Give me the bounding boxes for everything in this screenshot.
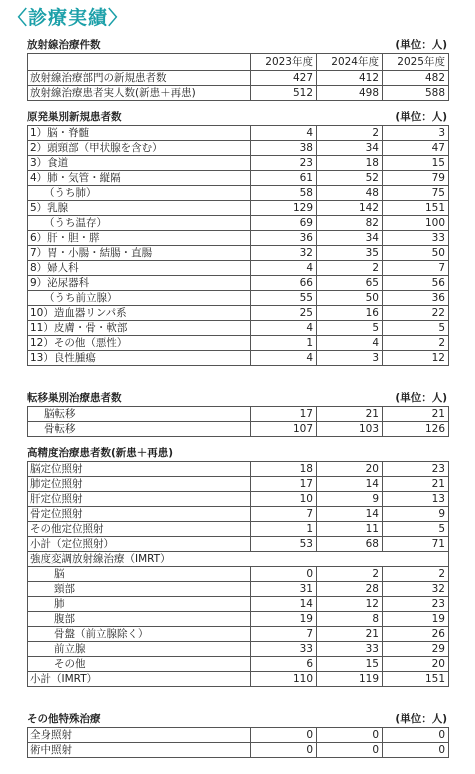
value-cell: 3 xyxy=(317,351,383,366)
value-cell: 7 xyxy=(251,627,317,642)
value-cell: 151 xyxy=(383,201,449,216)
row-label: 肺定位照射 xyxy=(28,477,251,492)
table-row xyxy=(28,582,449,597)
value-cell: 66 xyxy=(251,276,317,291)
table-row xyxy=(28,597,449,612)
table-row xyxy=(28,507,449,522)
row-label: 11）皮膚・骨・軟部 xyxy=(28,321,251,336)
value-cell: 25 xyxy=(251,306,317,321)
table-row xyxy=(28,126,449,141)
value-cell: 17 xyxy=(251,477,317,492)
row-label: 術中照射 xyxy=(28,743,251,758)
row-label: 骨定位照射 xyxy=(28,507,251,522)
value-cell: 20 xyxy=(383,657,449,672)
row-label: 放射線治療部門の新規患者数 xyxy=(28,71,251,86)
value-cell: 58 xyxy=(251,186,317,201)
value-cell: 23 xyxy=(251,156,317,171)
row-label: 小計（IMRT） xyxy=(28,672,251,687)
row-label: 骨盤（前立腺除く） xyxy=(28,627,251,642)
value-cell: 47 xyxy=(383,141,449,156)
value-cell: 0 xyxy=(317,728,383,743)
value-cell: 82 xyxy=(317,216,383,231)
unit-label: (単位：人) xyxy=(395,392,447,404)
value-cell: 0 xyxy=(383,743,449,758)
value-cell: 21 xyxy=(317,627,383,642)
section-special xyxy=(27,712,449,758)
value-cell: 38 xyxy=(251,141,317,156)
value-cell: 33 xyxy=(383,231,449,246)
value-cell: 33 xyxy=(317,642,383,657)
treatment-counts-table xyxy=(27,53,449,101)
value-cell: 19 xyxy=(251,612,317,627)
row-label: 前立腺 xyxy=(28,642,251,657)
value-cell: 26 xyxy=(383,627,449,642)
row-label: （うち前立腺） xyxy=(28,291,251,306)
value-cell: 4 xyxy=(317,336,383,351)
value-cell: 12 xyxy=(383,351,449,366)
section-heading: その他特殊治療 xyxy=(27,713,101,725)
value-cell: 5 xyxy=(383,522,449,537)
value-cell: 61 xyxy=(251,171,317,186)
row-label: 頸部 xyxy=(28,582,251,597)
value-cell: 3 xyxy=(383,126,449,141)
value-cell: 15 xyxy=(317,657,383,672)
value-cell: 56 xyxy=(383,276,449,291)
value-cell: 482 xyxy=(383,71,449,86)
value-cell: 2 xyxy=(383,567,449,582)
table-row xyxy=(28,306,449,321)
row-label: 3）食道 xyxy=(28,156,251,171)
value-cell: 4 xyxy=(251,261,317,276)
value-cell: 14 xyxy=(317,477,383,492)
value-cell: 32 xyxy=(383,582,449,597)
value-cell: 110 xyxy=(251,672,317,687)
value-cell: 21 xyxy=(317,407,383,422)
row-label: 7）胃・小腸・結腸・直腸 xyxy=(28,246,251,261)
section-heading: 高精度治療患者数(新患＋再患) xyxy=(27,447,174,459)
table-row xyxy=(28,261,449,276)
row-label: その他定位照射 xyxy=(28,522,251,537)
row-label: 9）泌尿器科 xyxy=(28,276,251,291)
table-row xyxy=(28,627,449,642)
value-cell: 0 xyxy=(317,743,383,758)
value-cell: 48 xyxy=(317,186,383,201)
row-label: 6）肝・胆・膵 xyxy=(28,231,251,246)
row-label: 腹部 xyxy=(28,612,251,627)
row-label: （うち肺） xyxy=(28,186,251,201)
section-metastasis xyxy=(27,391,449,437)
value-cell: 23 xyxy=(383,462,449,477)
value-cell: 4 xyxy=(251,321,317,336)
blank-header-cell xyxy=(28,54,251,71)
table-row xyxy=(28,216,449,231)
value-cell: 50 xyxy=(317,291,383,306)
value-cell: 18 xyxy=(317,156,383,171)
subheader-row xyxy=(28,552,449,567)
section-heading: 原発巣別新規患者数 xyxy=(27,111,122,123)
table-row xyxy=(28,336,449,351)
value-cell: 79 xyxy=(383,171,449,186)
value-cell: 6 xyxy=(251,657,317,672)
value-cell: 75 xyxy=(383,186,449,201)
table-row xyxy=(28,492,449,507)
table-row xyxy=(28,462,449,477)
value-cell: 21 xyxy=(383,477,449,492)
value-cell: 9 xyxy=(317,492,383,507)
value-cell: 18 xyxy=(251,462,317,477)
value-cell: 14 xyxy=(251,597,317,612)
value-cell: 10 xyxy=(251,492,317,507)
table-row xyxy=(28,728,449,743)
table-row xyxy=(28,291,449,306)
value-cell: 0 xyxy=(251,743,317,758)
value-cell: 23 xyxy=(383,597,449,612)
value-cell: 8 xyxy=(317,612,383,627)
value-cell: 11 xyxy=(317,522,383,537)
table-row xyxy=(28,71,449,86)
section-heading: 転移巣別治療患者数 xyxy=(27,392,122,404)
value-cell: 69 xyxy=(251,216,317,231)
value-cell: 498 xyxy=(317,86,383,101)
value-cell: 32 xyxy=(251,246,317,261)
page-title: 〈診療実績〉 xyxy=(8,7,129,29)
value-cell: 13 xyxy=(383,492,449,507)
row-label: 1）脳・脊髄 xyxy=(28,126,251,141)
row-label: 13）良性腫瘍 xyxy=(28,351,251,366)
table-row xyxy=(28,156,449,171)
value-cell: 588 xyxy=(383,86,449,101)
value-cell: 5 xyxy=(317,321,383,336)
row-label: 脳転移 xyxy=(28,407,251,422)
subheader-label: 強度変調放射線治療（IMRT） xyxy=(28,552,449,567)
section-treatment-counts xyxy=(27,38,449,101)
value-cell: 4 xyxy=(251,126,317,141)
row-label: 肺 xyxy=(28,597,251,612)
value-cell: 100 xyxy=(383,216,449,231)
value-cell: 36 xyxy=(383,291,449,306)
row-label: 10）造血器リンパ系 xyxy=(28,306,251,321)
row-label: 2）頭頸部（甲状腺を含む） xyxy=(28,141,251,156)
value-cell: 55 xyxy=(251,291,317,306)
section-primary-site xyxy=(27,110,449,366)
table-row xyxy=(28,612,449,627)
value-cell: 2 xyxy=(383,336,449,351)
value-cell: 126 xyxy=(383,422,449,437)
value-cell: 107 xyxy=(251,422,317,437)
section-heading: 放射線治療件数 xyxy=(27,39,101,51)
year-header: 2024年度 xyxy=(317,54,383,71)
value-cell: 1 xyxy=(251,522,317,537)
value-cell: 68 xyxy=(317,537,383,552)
primary-site-table xyxy=(27,125,449,366)
value-cell: 36 xyxy=(251,231,317,246)
value-cell: 2 xyxy=(317,126,383,141)
value-cell: 34 xyxy=(317,141,383,156)
value-cell: 412 xyxy=(317,71,383,86)
value-cell: 17 xyxy=(251,407,317,422)
row-label: 全身照射 xyxy=(28,728,251,743)
table-row xyxy=(28,477,449,492)
value-cell: 14 xyxy=(317,507,383,522)
table-row xyxy=(28,321,449,336)
high-precision-table xyxy=(27,461,449,687)
table-row xyxy=(28,141,449,156)
value-cell: 4 xyxy=(251,351,317,366)
value-cell: 129 xyxy=(251,201,317,216)
table-row xyxy=(28,276,449,291)
unit-label: (単位：人) xyxy=(395,713,447,725)
value-cell: 31 xyxy=(251,582,317,597)
year-header-row xyxy=(28,54,449,71)
row-label: 8）婦人科 xyxy=(28,261,251,276)
table-row xyxy=(28,743,449,758)
table-row xyxy=(28,567,449,582)
value-cell: 53 xyxy=(251,537,317,552)
row-label: その他 xyxy=(28,657,251,672)
table-row xyxy=(28,407,449,422)
value-cell: 29 xyxy=(383,642,449,657)
table-row xyxy=(28,351,449,366)
table-row xyxy=(28,231,449,246)
year-header: 2025年度 xyxy=(383,54,449,71)
value-cell: 0 xyxy=(251,567,317,582)
value-cell: 119 xyxy=(317,672,383,687)
metastasis-table xyxy=(27,406,449,437)
year-header: 2023年度 xyxy=(251,54,317,71)
row-label: 放射線治療患者実人数(新患＋再患) xyxy=(28,86,251,101)
value-cell: 2 xyxy=(317,567,383,582)
value-cell: 0 xyxy=(383,728,449,743)
value-cell: 7 xyxy=(383,261,449,276)
table-row xyxy=(28,422,449,437)
row-label: 脳 xyxy=(28,567,251,582)
row-label: 脳定位照射 xyxy=(28,462,251,477)
table-row xyxy=(28,522,449,537)
value-cell: 22 xyxy=(383,306,449,321)
row-label: 4）肺・気管・縦隔 xyxy=(28,171,251,186)
value-cell: 16 xyxy=(317,306,383,321)
special-treatment-table xyxy=(27,727,449,758)
row-label: 12）その他（悪性） xyxy=(28,336,251,351)
value-cell: 103 xyxy=(317,422,383,437)
value-cell: 151 xyxy=(383,672,449,687)
value-cell: 0 xyxy=(251,728,317,743)
table-row xyxy=(28,246,449,261)
value-cell: 50 xyxy=(383,246,449,261)
table-row xyxy=(28,171,449,186)
value-cell: 142 xyxy=(317,201,383,216)
value-cell: 512 xyxy=(251,86,317,101)
value-cell: 12 xyxy=(317,597,383,612)
value-cell: 9 xyxy=(383,507,449,522)
row-label: （うち温存） xyxy=(28,216,251,231)
value-cell: 427 xyxy=(251,71,317,86)
table-row xyxy=(28,201,449,216)
row-label: 小計（定位照射） xyxy=(28,537,251,552)
value-cell: 19 xyxy=(383,612,449,627)
table-row xyxy=(28,186,449,201)
table-row xyxy=(28,642,449,657)
value-cell: 52 xyxy=(317,171,383,186)
row-label: 骨転移 xyxy=(28,422,251,437)
unit-label: (単位：人) xyxy=(395,39,447,51)
section-high-precision xyxy=(27,446,449,687)
value-cell: 34 xyxy=(317,231,383,246)
value-cell: 5 xyxy=(383,321,449,336)
value-cell: 71 xyxy=(383,537,449,552)
row-label: 肝定位照射 xyxy=(28,492,251,507)
value-cell: 35 xyxy=(317,246,383,261)
table-row xyxy=(28,672,449,687)
value-cell: 21 xyxy=(383,407,449,422)
row-label: 5）乳腺 xyxy=(28,201,251,216)
value-cell: 65 xyxy=(317,276,383,291)
table-row xyxy=(28,537,449,552)
value-cell: 15 xyxy=(383,156,449,171)
value-cell: 2 xyxy=(317,261,383,276)
value-cell: 1 xyxy=(251,336,317,351)
unit-label: (単位：人) xyxy=(395,111,447,123)
value-cell: 33 xyxy=(251,642,317,657)
value-cell: 7 xyxy=(251,507,317,522)
table-row xyxy=(28,86,449,101)
value-cell: 28 xyxy=(317,582,383,597)
value-cell: 20 xyxy=(317,462,383,477)
table-row xyxy=(28,657,449,672)
